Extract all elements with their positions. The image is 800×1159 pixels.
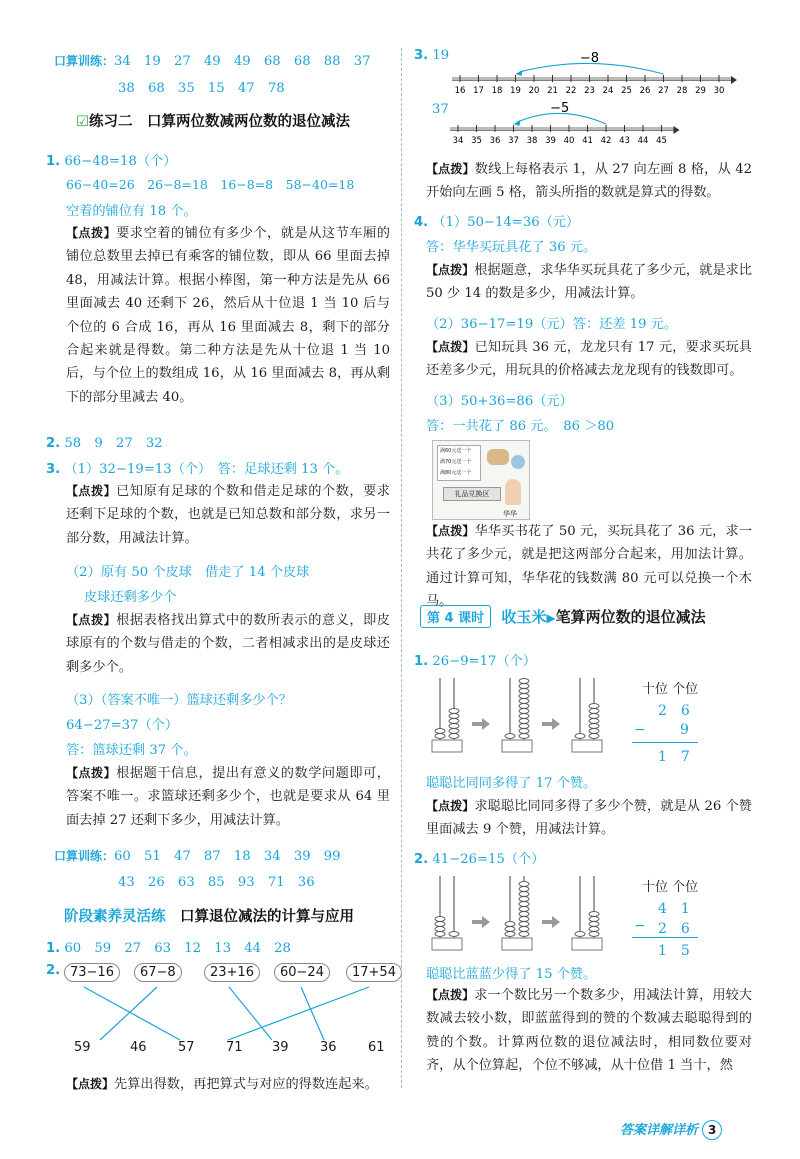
price-board: 满60元送一个 满70元送一个 满80元送一个 (437, 445, 481, 481)
abacus-bead (435, 932, 445, 937)
q1-line1: 1. 66−48=18（个） (46, 154, 177, 169)
abacus-bead (519, 912, 529, 917)
matching-lines (54, 985, 394, 1045)
tick-label: 16 (454, 86, 466, 96)
abacus-bead (505, 922, 515, 927)
l2-vertical-a: 4 1 (658, 901, 690, 917)
r3-answer2: 37 (432, 102, 449, 117)
horse-toy-icon (487, 449, 509, 465)
oral-training-2-row2: 43 26 63 85 93 71 36 (118, 875, 315, 890)
jump-label: −8 (579, 51, 600, 66)
l2-rule (632, 937, 698, 938)
stage-title: 阶段素养灵活练 口算退位减法的计算与应用 (64, 909, 354, 925)
abacus-bead (519, 917, 529, 922)
abacus-bead (589, 729, 599, 734)
r3-tip: 【点拨】数线上每格表示 1，从 27 向左画 8 格，从 42 开始向左画 5 格，箭头所指的数就是算式的得数。 (426, 162, 752, 201)
l2-vertical-head: 十位 个位 (642, 880, 699, 895)
abacus-bead (449, 932, 459, 937)
r4-tip1: 【点拨】根据题意，求华华买玩具花了多少元，就是求比 50 少 14 的数是多少，用减法计算。 (426, 263, 752, 302)
tick-label: 45 (656, 136, 667, 146)
tick-label: 20 (528, 86, 540, 96)
abacus-bead (519, 699, 529, 704)
abacus-bead (519, 694, 529, 699)
abacus-bead (519, 892, 529, 897)
axis-arrow (674, 126, 680, 134)
jump-label: −5 (550, 101, 570, 116)
tick-label: 28 (676, 86, 688, 96)
tick-label: 22 (565, 86, 577, 96)
abacus-bead (449, 724, 459, 729)
l2-tip: 【点拨】求一个数比另一个数多少，用减法计算，用较大数减去较小数，即蓝蓝得到的赞的个数减去聪聪得到的赞的个数。计算两位数的退位减法时，相同数位要对齐，从个位算起，个位不够减，从十位借 1 当十，然 (426, 988, 752, 1074)
number-line-2 (432, 100, 712, 156)
abacus-bead (519, 714, 529, 719)
q2: 2. 58 9 27 32 (46, 436, 163, 451)
answer-cat: 71 (226, 1040, 243, 1055)
jump-arrowhead (516, 70, 523, 76)
r4-a1: 4. （1）50−14=36（元） (414, 215, 580, 230)
expr-box: 60−24 (274, 963, 330, 982)
arrow-icon (542, 916, 560, 928)
abacus-bead (505, 734, 515, 739)
l2-vertical-res: 1 5 (658, 943, 690, 959)
abacus-bead (435, 922, 445, 927)
abacus-bead (519, 734, 529, 739)
r4-a2: （2）36−17=19（元）答：还差 19 元。 (426, 317, 678, 332)
tick-label: 18 (491, 86, 503, 96)
arrow-icon (472, 718, 490, 730)
expr-box: 23+16 (204, 963, 260, 982)
l2-vertical-b: 2 6 (658, 921, 690, 937)
abacus-bead (449, 714, 459, 719)
abacus-bead (575, 734, 585, 739)
tick-label: 40 (563, 136, 575, 146)
abacus-bead (589, 912, 599, 917)
oral-training-1: 口算训练：34 19 27 49 49 68 68 88 37 (54, 54, 371, 69)
lesson-tag: 第 4 课时 (420, 605, 491, 628)
q1-line3: 空着的铺位有 18 个。 (66, 204, 197, 219)
q3-a3b: 64−27=37（个） (66, 718, 179, 733)
axis-bar (452, 77, 731, 80)
s2-num: 2. (46, 963, 61, 978)
abacus-bead (519, 704, 529, 709)
lesson-header: 第 4 课时 收玉米▶笔算两位数的退位减法 (420, 605, 706, 628)
abacus-bead (449, 734, 459, 739)
child-figure (505, 479, 521, 505)
l1-vertical-a: 2 6 (658, 703, 690, 719)
r4-tip2: 【点拨】已知玩具 36 元，龙龙只有 17 元，要求买玩具还差多少元，用玩具的价格减去龙龙现有的钱数即可。 (426, 340, 752, 379)
tick-label: 25 (621, 86, 632, 96)
q3-a1: 3. （1）32−19=13（个） 答：足球还剩 13 个。 (46, 462, 349, 477)
abacus-bead (589, 932, 599, 937)
abacus-bead (449, 729, 459, 734)
abacus-bead (519, 882, 529, 887)
abacus-bead (519, 689, 529, 694)
axis-bar (450, 127, 674, 130)
tick-label: 29 (695, 86, 706, 96)
axis-arrow (731, 76, 737, 84)
abacus-bead (589, 927, 599, 932)
child-name: 华华 (503, 510, 517, 518)
ball-icon (511, 455, 525, 469)
abacus-bead (589, 734, 599, 739)
abacus-bead (519, 907, 529, 912)
q3-a3c: 答：篮球还剩 37 个。 (66, 743, 197, 758)
column-divider (401, 48, 402, 1088)
tick-label: 35 (471, 136, 482, 146)
q3-a2b: 皮球还剩多少个 (84, 590, 177, 605)
abacus-bead (449, 719, 459, 724)
tick-label: 41 (582, 136, 593, 146)
l1-tip: 【点拨】求聪聪比同同多得了多少个赞，就是从 26 个赞里面减去 9 个赞，用减法计算。 (426, 799, 752, 838)
page-number: 3 (702, 1120, 722, 1140)
q3-tip2: 【点拨】根据表格找出算式中的数所表示的意义，即皮球原有的个数与借走的个数，二者相减求出的是皮球还剩多少个。 (66, 613, 390, 675)
lesson-title-1: 收玉米 (501, 608, 547, 626)
l1-op: − (634, 722, 646, 738)
lesson-title-2: 笔算两位数的退位减法 (555, 608, 706, 626)
abacus-bead (505, 927, 515, 932)
tick-label: 38 (526, 136, 538, 146)
exchange-sign: 礼品兑换区 (443, 487, 501, 501)
s2-tip: 【点拨】先算出得数，再把算式与对应的得数连起来。 (66, 1077, 378, 1092)
l1-answer: 聪聪比同同多得了 17 个赞。 (426, 776, 597, 791)
abacus-bead (519, 887, 529, 892)
tick-label: 26 (639, 86, 651, 96)
abacus-bead (519, 729, 529, 734)
abacus-bead (575, 932, 585, 937)
tick-label: 27 (658, 86, 669, 96)
expr-box: 73−16 (64, 963, 120, 982)
abacus-bead (435, 927, 445, 932)
arrow-icon (542, 718, 560, 730)
tick-label: 17 (473, 86, 484, 96)
abacus-bead (519, 684, 529, 689)
abacus-bead (435, 917, 445, 922)
abacus-base (572, 740, 602, 752)
tick-label: 43 (619, 136, 630, 146)
abacus-base (502, 740, 532, 752)
l1-eq: 1. 26−9=17（个） (414, 654, 537, 669)
tick-label: 42 (600, 136, 612, 146)
abacus-bead (519, 724, 529, 729)
exercise-2-title: ☑练习二 口算两位数减两位数的退位减法 (76, 114, 350, 130)
tick-label: 44 (637, 136, 649, 146)
abacus-bead (435, 729, 445, 734)
abacus-base (432, 938, 462, 950)
abacus-bead (519, 719, 529, 724)
tick-label: 39 (545, 136, 556, 146)
abacus-bead (519, 902, 529, 907)
footer (620, 1119, 722, 1140)
abacus-bead (589, 917, 599, 922)
abacus-bead (589, 714, 599, 719)
r4-a3: （3）50+36=86（元） (426, 394, 573, 409)
footer-text: 答案详解详析 (620, 1123, 699, 1138)
l1-vertical-head: 十位 个位 (642, 682, 699, 697)
oral-training-2: 口算训练：60 51 47 87 18 34 39 99 (54, 849, 341, 864)
expr-box: 17+54 (346, 963, 402, 982)
l2-eq: 2. 41−26=15（个） (414, 852, 545, 867)
oral-training-1-row2: 38 68 35 15 47 78 (118, 81, 285, 96)
tick-label: 19 (510, 86, 521, 96)
abacus-bead (589, 922, 599, 927)
l2-op: − (634, 918, 646, 934)
tick-label: 21 (547, 86, 558, 96)
abacus-bead (505, 932, 515, 937)
l1-vertical-b: 9 (680, 722, 689, 738)
r4-a1b: 答：华华买玩具花了 36 元。 (426, 240, 597, 255)
abacus-bead (519, 927, 529, 932)
l1-rule (632, 742, 698, 743)
l2-answer: 聪聪比蓝蓝少得了 15 个赞。 (426, 967, 597, 982)
r3-num: 3. 19 (414, 48, 450, 63)
r4-tip3: 【点拨】华华买书花了 50 元，买玩具花了 36 元，求一共花了多少元，就是把这两部分合起来，用加法计算。通过计算可知，华华花的钱数满 80 元可以兑换一个木马。 (426, 524, 752, 610)
number-line-1 (444, 50, 750, 106)
abacus-base (572, 938, 602, 950)
abacus-base (502, 938, 532, 950)
abacus-group-2 (428, 870, 628, 966)
abacus-bead (589, 719, 599, 724)
answer-cat: 61 (368, 1040, 385, 1055)
gift-exchange-illustration (432, 440, 530, 520)
l1-vertical-res: 1 7 (658, 749, 690, 765)
arrow-icon (472, 916, 490, 928)
abacus-bead (589, 709, 599, 714)
answer-cat: 46 (130, 1040, 147, 1055)
answer-cat: 39 (272, 1040, 289, 1055)
abacus-bead (589, 704, 599, 709)
expr-box: 67−8 (134, 963, 182, 982)
tick-label: 23 (584, 86, 595, 96)
q3-a2: （2）原有 50 个皮球 借走了 14 个皮球 (66, 565, 310, 580)
tick-label: 37 (508, 136, 519, 146)
answer-cat: 57 (178, 1040, 195, 1055)
abacus-bead (435, 734, 445, 739)
abacus-bead (519, 897, 529, 902)
answer-cat: 36 (320, 1040, 337, 1055)
q3-tip3: 【点拨】根据题干信息，提出有意义的数学问题即可，答案不唯一。求篮球还剩多少个，也就是要求从 64 里面去掉 27 还剩下多少，用减法计算。 (66, 766, 390, 828)
tick-label: 36 (489, 136, 501, 146)
q3-a3: （3）（答案不唯一）篮球还剩多少个？ (66, 693, 292, 708)
abacus-bead (589, 724, 599, 729)
tick-label: 34 (452, 136, 464, 146)
tick-label: 24 (602, 86, 614, 96)
jump-arrowhead (514, 120, 521, 126)
abacus-bead (519, 679, 529, 684)
abacus-bead (449, 709, 459, 714)
q1-line2: 66−40=26 26−8=18 16−8=8 58−40=18 (66, 177, 355, 192)
tick-label: 30 (713, 86, 725, 96)
answer-cat: 59 (74, 1040, 91, 1055)
abacus-bead (519, 932, 529, 937)
s1: 1. 60 59 27 63 12 13 44 28 (46, 941, 291, 956)
abacus-bead (519, 922, 529, 927)
abacus-group-1 (428, 672, 628, 768)
abacus-bead (519, 709, 529, 714)
abacus-base (432, 740, 462, 752)
q3-tip1: 【点拨】已知原有足球的个数和借走足球的个数，要求还剩下足球的个数，也就是已知总数和部分数，求另一部分数，用减法计算。 (66, 484, 390, 546)
q1-tip: 【点拨】要求空着的铺位有多少个，就是从这节车厢的铺位总数里去掉已有乘客的铺位数，即从 66 里面去掉 48，用减法计算。根据小棒图，第一种方法是先从 66 里面减去 40 还剩下 26，然后从十位退 1 当 10 后与个位的 6 合成 16，再从 16 里面减去 8，剩下的部分合起来就是得数。第二种方法是先从十位退 1 当 10 后，与个位上的数组成 16，从 16 里面减去 8，再从剩下的部分里减去 40。 (66, 226, 390, 405)
r4-a3b: 答：一共花了 86 元。 86 ＞80 (426, 419, 615, 434)
